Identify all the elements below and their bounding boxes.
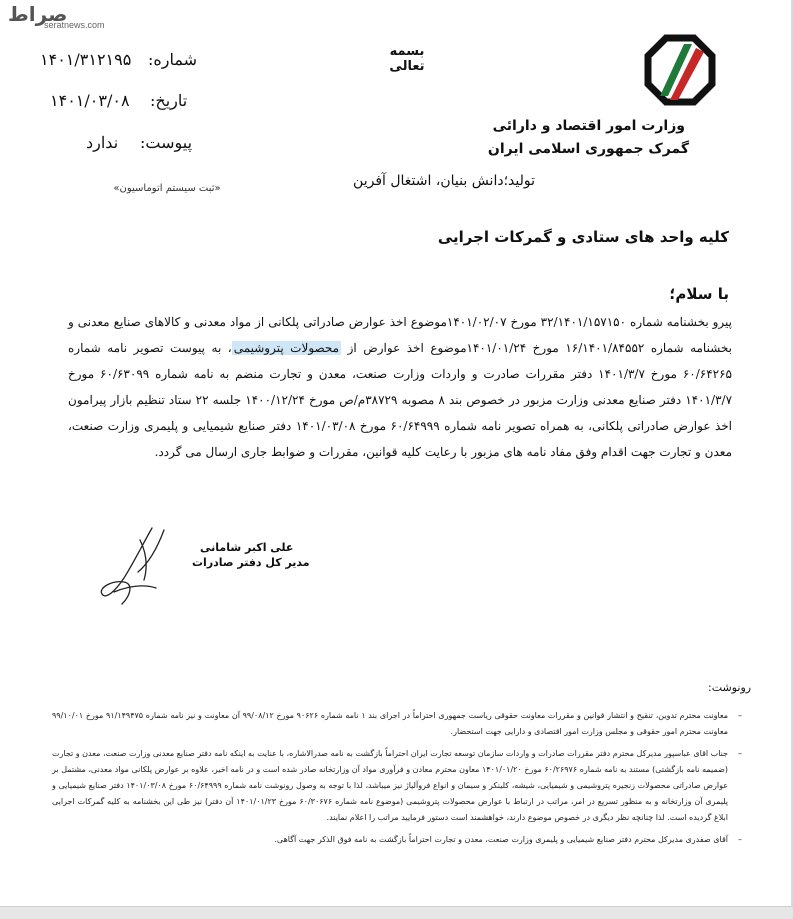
highlighted-term: محصولات پتروشیمی bbox=[233, 341, 340, 355]
number-value: ۱۴۰۱/۳۱۲۱۹۵ bbox=[40, 50, 132, 69]
cc-heading: رونوشت: bbox=[708, 681, 752, 694]
number-label: شماره: bbox=[148, 50, 198, 69]
cc-item: – جناب اقای عباسپور مدیرکل محترم دفتر مقررات صادرات و واردات سازمان توسعه تجارت ایران احتراماً بازگشت به نامه صدرالاشاره، با عنایت به اینکه نامه دفتر صنایع معدنی وزارت صنعت، معدن و تجارت (ضمیمه نامه بازگشتی) مستند به نامه شماره ۶۰/۲۶۹۷۶ مورخ ۱۴۰۱/۰۱/۲۰ معاون محترم معادن و فرآوری مواد آن وزارتخانه صادر شده است و در نامه اخیر، علاوه بر عوارض پلکانی مواد معدنی، مشتمل بر عوارض صادراتی محصولات زنجیره پتروشیمی و شیمیایی، شیشه، کلینکر و سیمان و انواع فروآلیاژ نیز میباشد، لذا با توجه به وصول رونوشت نامه شماره ۶۰/۶۴۹۹۹ مورخ ۱۴۰۱/۰۳/۰۸ دفتر صنایع شیمیایی و پلیمری آن وزارتخانه و به منظور تسریع در امر، مراتب در ارتباط با عوارض محصولات پتروشیمی (موضوع نامه شماره ۶۰/۳۰۶۷۶ مورخ ۱۴۰۱/۰۱/۲۳ آن دفتر) نیز طی این بخشنامه به کلیه گمرکات اجرایی ابلاغ گردیده است. لذا چنانچه نظر دیگری در خصوص موضوع دارند، خواهشمند است دستور فرمایید مراتب را اعلام نمایند. bbox=[52, 746, 742, 826]
date-value: ۱۴۰۱/۰۳/۰۸ bbox=[50, 91, 130, 110]
body-text-part1: پیرو بخشنامه شماره ۳۲/۱۴۰۱/۱۵۷۱۵۰ مورخ ۱۴۰۱/۰۲/۰۷موضوع اخذ عوارض صادراتی پلکانی از مواد معدنی و کالاهای صنایع معدنی و بخشنامه شماره ۱۶/۱۴۰۱/۸۴۵۵۲ مورخ ۱۴۰۱/۰۱/۲۴موضوع اخذ عوارض از bbox=[68, 315, 733, 355]
recipient: کلیه واحد های ستادی و گمرکات اجرایی bbox=[437, 228, 729, 246]
page-bottom-edge bbox=[0, 906, 793, 919]
customs-logo-icon bbox=[644, 34, 716, 110]
basmala: بسمه تعالی bbox=[389, 44, 425, 74]
watermark-logo: صراط bbox=[8, 2, 68, 26]
attachment-label: پیوست: bbox=[140, 133, 193, 152]
org-customs: گمرک جمهوری اسلامی ایران bbox=[487, 141, 689, 157]
cc-item: – معاونت محترم تدوین، تنقیح و انتشار قوانین و مقررات معاونت حقوقی ریاست جمهوری احتراماً در اجرای بند ۱ نامه شماره ۹۰۶۲۶ مورخ ۹۹/۰۸/۱۲ آن معاونت و نیز نامه شماره ۹۱/۱۴۹۴۷۵ مورخ ۹۹/۱۰/۰۱ معاونت محترم امور حقوقی و مجلس وزارت امور اقتصادی و دارایی جهت استحضار. bbox=[52, 708, 742, 740]
slogan: تولید؛دانش بنیان، اشتغال آفرین bbox=[353, 173, 535, 189]
signer-name: علی اکبر شامانی bbox=[200, 541, 294, 554]
automation-note: «ثبت سیستم اتوماسیون» bbox=[113, 183, 221, 194]
body-text-part2: ، به پیوست تصویر نامه شماره ۶۰/۶۴۲۶۵ مورخ ۱۴۰۱/۳/۷ دفتر مقررات صادرت و واردات وزارت صنعت، معدن و تجارت منضم به نامه شماره ۶۰/۶۳۰۹۹ مورخ ۱۴۰۱/۳/۷ دفتر صنایع معدنی وزارت مزبور در خصوص بند ۸ مصوبه ۳۸۷۲۹م/ص مورخ ۱۴۰۰/۱۲/۲۴ جلسه ۲۲ ستاد تنظیم بازار پیرامون اخذ عوارض صادراتی پلکانی، به همراه تصویر نامه شماره ۶۰/۶۴۹۹۹ مورخ ۱۴۰۱/۰۳/۰۸ دفتر صنایع شیمیایی و پلیمری وزارت صنعت، معدن و تجارت جهت اقدام وفق مفاد نامه های مزبور با رعایت کلیه قوانین، مقررات و ضوابط جاری ارسال می گردد. bbox=[68, 341, 733, 459]
letter-body bbox=[68, 309, 732, 465]
cc-item: – آقای صفدری مدیرکل محترم دفتر صنایع شیمیایی و پلیمری وزارت صنعت، معدن و تجارت احتراماً بازگشت به نامه فوق الذکر جهت آگاهی. bbox=[52, 832, 742, 848]
greeting: با سلام؛ bbox=[669, 285, 729, 303]
signature-image bbox=[94, 522, 189, 612]
org-ministry: وزارت امور اقتصاد و دارائی bbox=[492, 118, 685, 134]
attachment-value: ندارد bbox=[86, 133, 119, 152]
date-label: تاریخ: bbox=[150, 91, 188, 110]
signer-title: مدیر کل دفتر صادرات bbox=[192, 556, 310, 569]
watermark-site: seratnews.com bbox=[44, 20, 105, 30]
cc-list bbox=[52, 708, 742, 854]
